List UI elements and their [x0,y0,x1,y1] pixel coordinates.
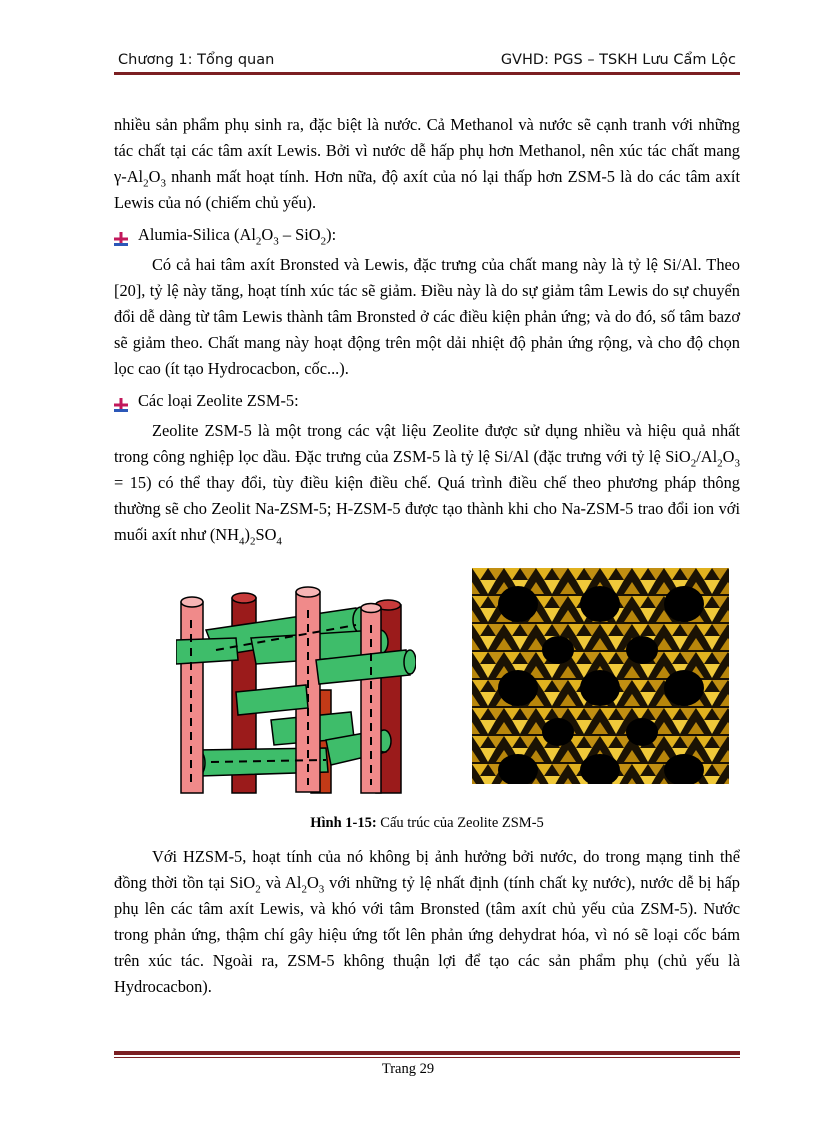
chapter-title: Chương 1: Tổng quan [118,52,275,68]
paragraph-4: Với HZSM-5, hoạt tính của nó không bị ảnh hưởng bởi nước, do trong mạng tinh thể đồng thời tồn tại SiO$_2$ và $Al_2O_3$ với những tỷ lệ nhất định (tính chất kỵ nước), nước dễ bị hấp phụ lên các tâm axít Lewis, và khó với tâm Bronsted (tâm axít chủ yếu của ZSM-5). Nước trong phản ứng, thậm chí gây hiệu ứng tốt lên phản ứng dehydrat hóa, vì nó sẽ loại cốc bám trên xúc tác. Ngoài ra, ZSM-5 không thuận lợi để tạo các sản phẩm phụ (chủ yếu là Hydrocacbon). [114,847,740,996]
figure-row [114,568,740,808]
bullet-label: Các loại Zeolite ZSM-5: [138,391,299,410]
page-number: Trang 29 [381,1061,435,1077]
page-header [114,50,740,72]
header-rule [114,72,740,75]
zsm5-pipe-model-image [176,580,416,795]
paragraph-2: Có cả hai tâm axít Bronsted và Lewis, đặc trưng của chất mang này là tỷ lệ Si/Al. Theo [20], tỷ lệ này tăng, hoạt tính xúc tác sẽ giảm. Điều này là do sự giảm tâm Lewis do sự chuyển đổi dễ dàng từ tâm Lewis thành tâm Bronsted ở các điều kiện phản ứng; và do đó, số tâm bazơ sẽ giảm theo. Chất mang này hoạt động trên một dải nhiệt độ phản ứng rộng, và cho độ chọn lọc cao (ít tạo Hydrocacbon, cốc...). [114,255,740,378]
bullet-zeolite [114,388,740,414]
footer-rule-thin [114,1057,740,1058]
supervisor-label: GVHD: PGS – TSKH Lưu Cẩm Lộc [500,52,736,68]
figure-caption: Hình 1-15: Cấu trúc của Zeolite ZSM-5 [310,815,544,831]
page-body [114,112,740,1000]
zsm5-framework-image [472,568,729,784]
bullet-label: Alumia-Silica $(Al_2O_3 - SiO_2)$: [138,225,337,248]
plus-bullet-icon [114,228,128,242]
paragraph-3: Zeolite ZSM-5 là một trong các vật liệu Zeolite được sử dụng nhiều và hiệu quả nhất trong công nghiệp lọc dầu. Đặc trưng của ZSM-5 là tỷ lệ Si/Al (đặc trưng với tỷ lệ $SiO_2/Al_2O_3 = 15$) có thể thay đổi, tùy điều kiện điều chế. Quá trình điều chế theo phương pháp thông thường sẽ cho Zeolit Na-ZSM-5; H-ZSM-5 được tạo thành khi cho Na-ZSM-5 trao đổi ion với muối axít như $(NH_4)_2SO_4$ [114,421,740,548]
footer-rule [114,1051,740,1055]
paragraph-1: nhiều sản phẩm phụ sinh ra, đặc biệt là nước. Cả Methanol và nước sẽ cạnh tranh với những tác chất tại các tâm axít Lewis. Bởi vì nước dễ hấp phụ hơn Methanol, nên xúc tác chất mang $\gamma-Al_2O_3$ nhanh mất hoạt tính. Hơn nữa, độ axít của nó lại thấp hơn ZSM-5 là do các tâm axít Lewis của nó (chiếm chủ yếu). [114,115,740,212]
bullet-alumina-silica [114,222,740,248]
plus-bullet-icon [114,394,128,408]
